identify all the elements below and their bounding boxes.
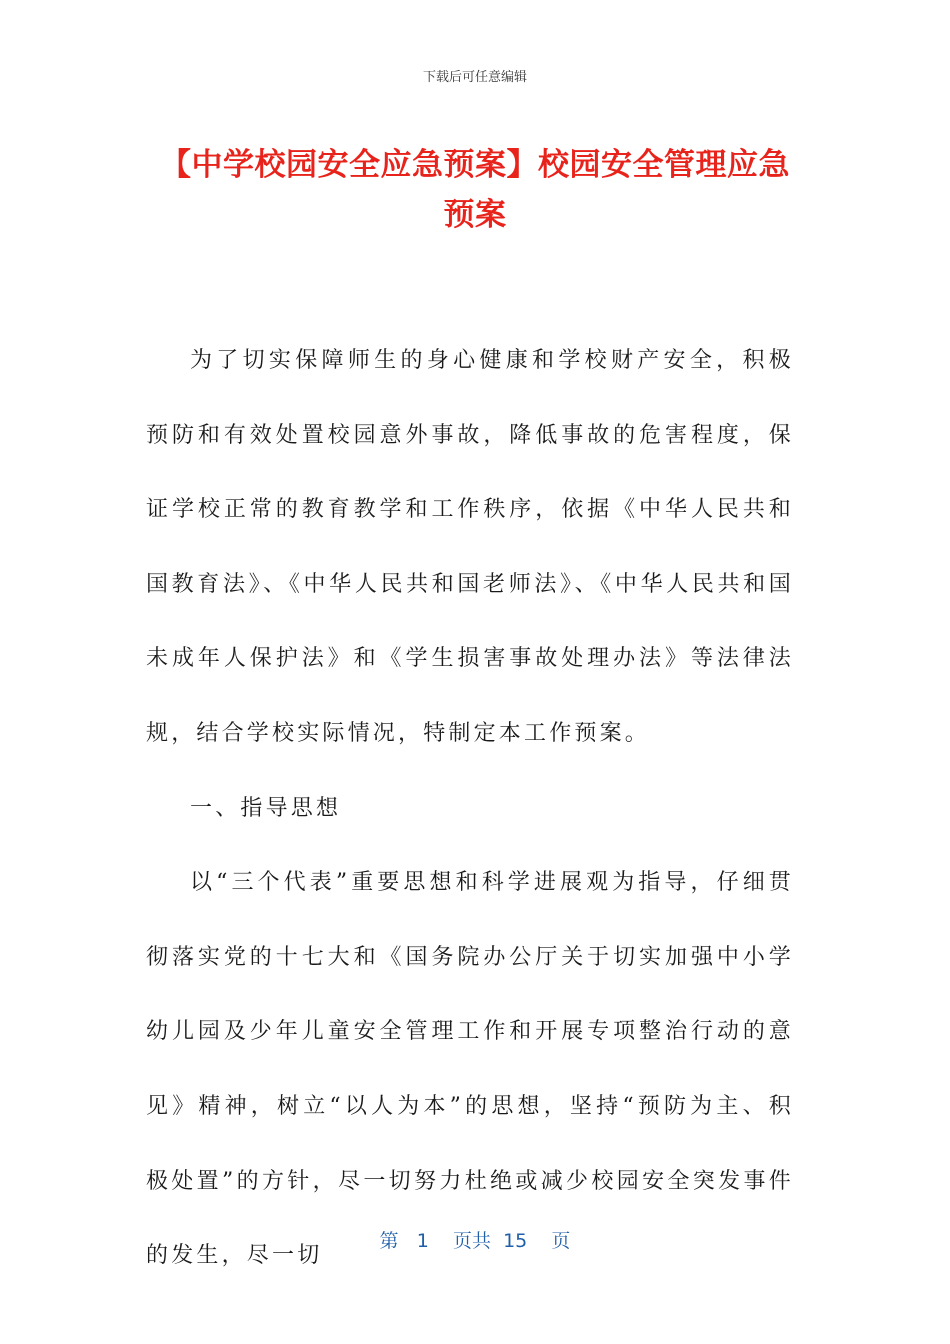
footer-prefix: 第 [379,1230,399,1252]
footer-suffix: 页 [551,1230,571,1252]
header-note: 下载后可任意编辑 [422,70,527,85]
paragraph-guiding-ideology: 以“三个代表”重要思想和科学进展观为指导，仔细贯彻落实党的十七大和《国务院办公厅关于切实加强中小学幼儿园及少年儿童安全管理工作和开展专项整治行动的意见》精神，树立“以人为本”的思想，坚持“预防为主、积极处置”的方针，尽一切努力杜绝或减少校园安全突发事件的发生，尽一切 [146,870,794,1269]
footer-current-page: 1 [416,1230,429,1252]
page-footer [0,1226,950,1253]
document-title: 【中学校园安全应急预案】校园安全管理应急预案 [160,147,790,233]
section-heading-guiding-ideology: 一、指导思想 [190,795,342,821]
footer-total-pages: 15 [503,1230,528,1252]
footer-middle: 页共 [452,1230,491,1252]
paragraph-intro: 为了切实保障师生的身心健康和学校财产安全，积极预防和有效处置校园意外事故，降低事故的危害程度，保证学校正常的教育教学和工作秩序，依据《中华人民共和国教育法》、《中华人民共和国老师法》、《中华人民共和国未成年人保护法》和《学生损害事故处理办法》等法律法规，结合学校实际情况，特制定本工作预案。 [146,348,794,746]
document-body [146,324,794,1294]
